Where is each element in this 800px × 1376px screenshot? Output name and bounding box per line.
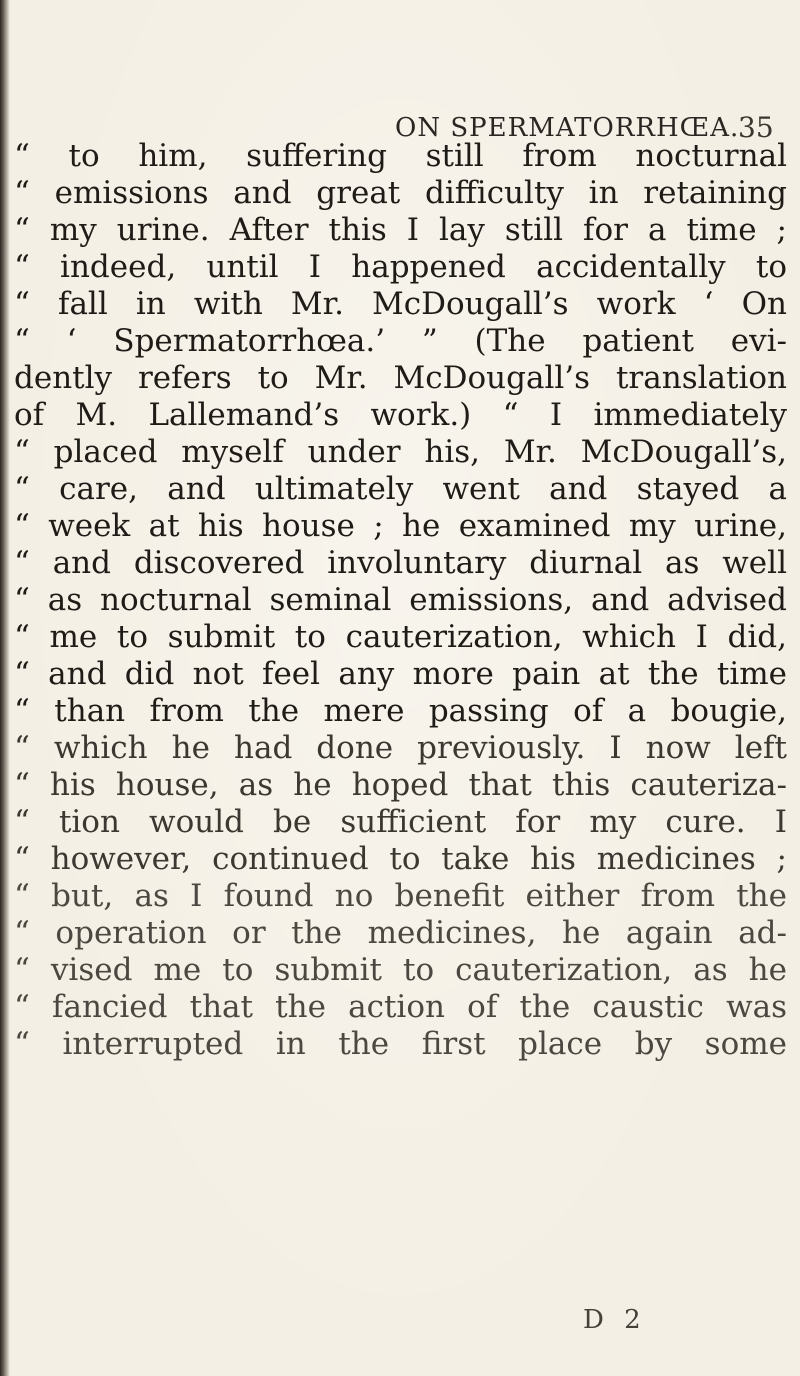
text-line: “ fancied that the action of the caustic was xyxy=(14,989,787,1025)
text-line: of M. Lallemand’s work.) “ I immediately xyxy=(14,397,787,433)
text-line: dently refers to Mr. McDougall’s translation xyxy=(14,360,787,396)
text-line: “ me to submit to cauterization, which I did, xyxy=(14,619,787,655)
text-line: “ which he had done previously. I now left xyxy=(14,730,787,766)
text-line: “ and did not feel any more pain at the time xyxy=(14,656,787,692)
text-line: “ than from the mere passing of a bougie, xyxy=(14,693,787,729)
running-head: ON SPERMATORRHŒA. xyxy=(395,113,740,143)
text-line: “ and discovered involuntary diurnal as well xyxy=(14,545,787,581)
text-line: “ fall in with Mr. McDougall’s work ‘ On xyxy=(14,286,787,322)
signature-mark: D 2 xyxy=(583,1305,647,1335)
text-line: “ to him, suffering still from nocturnal xyxy=(14,138,787,174)
text-line: “ operation or the medicines, he again ad- xyxy=(14,915,787,951)
text-line: “ week at his house ; he examined my urine, xyxy=(14,508,787,544)
text-line: “ interrupted in the first place by some xyxy=(14,1026,787,1062)
body-text xyxy=(14,138,787,1063)
text-line: “ ‘ Spermatorrhœa.’ ” (The patient evi- xyxy=(14,323,787,359)
text-line: “ tion would be sufficient for my cure. I xyxy=(14,804,787,840)
binding-shadow xyxy=(0,0,10,1376)
text-line: “ but, as I found no benefit either from the xyxy=(14,878,787,914)
text-line: “ vised me to submit to cauterization, as he xyxy=(14,952,787,988)
text-line: “ his house, as he hoped that this cauteriza- xyxy=(14,767,787,803)
page-number: 35 xyxy=(738,111,774,144)
text-line: “ indeed, until I happened accidentally to xyxy=(14,249,787,285)
text-line: “ emissions and great difficulty in retaining xyxy=(14,175,787,211)
text-line: “ my urine. After this I lay still for a time ; xyxy=(14,212,787,248)
text-line: “ placed myself under his, Mr. McDougall’s, xyxy=(14,434,787,470)
text-line: “ as nocturnal seminal emissions, and advised xyxy=(14,582,787,618)
text-line: “ care, and ultimately went and stayed a xyxy=(14,471,787,507)
text-line: “ however, continued to take his medicines ; xyxy=(14,841,787,877)
